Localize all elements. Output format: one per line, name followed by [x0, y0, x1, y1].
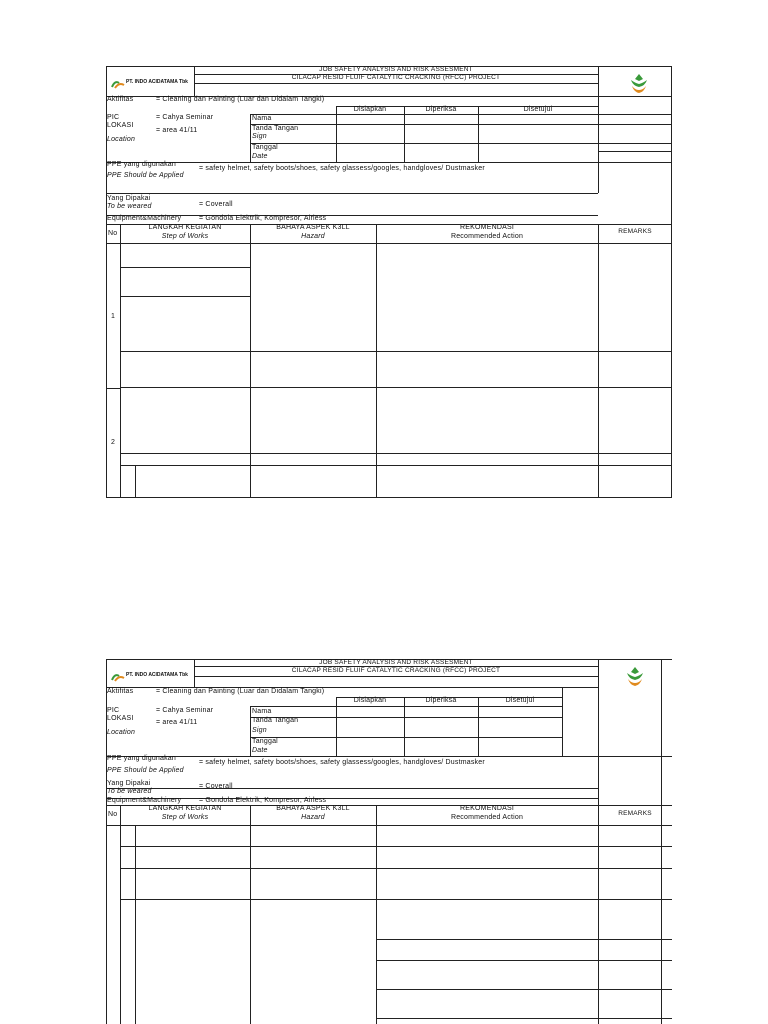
ppe-label-en: PPE Should be Applied — [107, 172, 184, 179]
ppe-label-en: PPE Should be Applied — [107, 767, 184, 774]
col-hazard: Hazard — [301, 233, 325, 240]
company-logo — [110, 669, 188, 687]
aktifitas-value: = Cleaning dan Painting (Luar dan Didalam Tangki) — [156, 96, 325, 103]
company-logo-icon — [110, 672, 126, 682]
ppe-label: PPE yang digunakan — [107, 161, 176, 168]
pic-value: = Cahya Seminar — [156, 114, 214, 121]
equipment-value: = Gondola Elektrik, Kompresor, Airless — [199, 215, 327, 222]
company-logo — [110, 76, 188, 94]
disiapkan-label: Disiapkan — [353, 697, 387, 704]
company-name: PT. INDO ACIDATAMA Tbk — [126, 672, 188, 678]
jsa-form-2 — [106, 659, 672, 1024]
col-langkah: LANGKAH KEGIATAN — [148, 805, 222, 812]
equipment-label: Equipment&Machinery — [107, 797, 182, 804]
coverall-value: = Coverall — [199, 201, 233, 208]
equipment-value: = Gondola Elektrik, Kompresor, Airless — [199, 797, 327, 804]
nama-label: Nama — [252, 115, 272, 122]
nama-label: Nama — [252, 708, 272, 715]
tanda-tangan-label: Tanda Tangan — [252, 717, 299, 724]
aktifitas-label: Aktifitas — [107, 96, 134, 103]
sign-label: Sign — [252, 133, 267, 140]
col-hazard: Hazard — [301, 814, 325, 821]
disiapkan-label: Disiapkan — [353, 106, 387, 113]
disetujui-label: Disetujui — [523, 106, 553, 113]
col-remarks: REMARKS — [618, 228, 652, 235]
col-step: Step of Works — [161, 814, 209, 821]
doc-title: JOB SAFETY ANALYSIS AND RISK ASSESMENT — [319, 66, 473, 73]
company-name: PT. INDO ACIDATAMA Tbk — [126, 79, 188, 85]
tanggal-label: Tanggal — [252, 144, 278, 151]
doc-title: JOB SAFETY ANALYSIS AND RISK ASSESMENT — [319, 659, 473, 666]
col-remarks: REMARKS — [618, 810, 652, 817]
sign-label: Sign — [252, 727, 267, 734]
col-step: Step of Works — [161, 233, 209, 240]
col-bahaya: BAHAYA ASPEK K3LL — [276, 224, 350, 231]
lokasi-value: = area 41/11 — [156, 127, 198, 134]
ppe-value: = safety helmet, safety boots/shoes, safety glassess/googles, handgloves/ Dustmasker — [199, 165, 485, 172]
col-recommended: Recommended Action — [450, 233, 524, 240]
date-label: Date — [252, 747, 268, 754]
tanggal-label: Tanggal — [252, 738, 278, 745]
lokasi-value: = area 41/11 — [156, 719, 198, 726]
aktifitas-label: Aktifitas — [107, 688, 134, 695]
diperiksa-label: Diperiksa — [425, 106, 457, 113]
lokasi-label: LOKASI — [107, 715, 134, 722]
project-title: CILACAP RESID FLUIF CATALYTIC CRACKING (RFCC) PROJECT — [291, 667, 501, 674]
aktifitas-value: = Cleaning dan Painting (Luar dan Didalam Tangki) — [156, 688, 325, 695]
col-bahaya: BAHAYA ASPEK K3LL — [276, 805, 350, 812]
location-label: Location — [107, 729, 136, 736]
company-logo-icon — [110, 79, 126, 89]
date-label: Date — [252, 153, 268, 160]
ppe-label: PPE yang digunakan — [107, 755, 176, 762]
to-be-weared-label: To be weared — [107, 788, 152, 795]
disetujui-label: Disetujui — [505, 697, 535, 704]
project-title: CILACAP RESID FLUIF CATALYTIC CRACKING (RFCC) PROJECT — [291, 74, 501, 81]
col-recommended: Recommended Action — [450, 814, 524, 821]
pic-value: = Cahya Seminar — [156, 707, 214, 714]
row-number-1: 1 — [111, 313, 116, 320]
right-leaf-logo-icon — [626, 72, 652, 96]
diperiksa-label: Diperiksa — [425, 697, 457, 704]
tanda-tangan-label: Tanda Tangan — [252, 125, 299, 132]
col-no: No — [108, 811, 118, 818]
location-label: Location — [107, 136, 136, 143]
col-rekomendasi: REKOMENDASI — [460, 224, 514, 231]
equipment-label: Equipment&Machinery — [107, 215, 182, 222]
yang-dipakai-label: Yang Dipakai — [107, 780, 151, 787]
coverall-value: = Coverall — [199, 783, 233, 790]
pic-label: PIC — [107, 114, 120, 121]
col-langkah: LANGKAH KEGIATAN — [148, 224, 222, 231]
col-no: No — [108, 230, 118, 237]
jsa-form-1 — [106, 66, 672, 498]
to-be-weared-label: To be weared — [107, 203, 152, 210]
right-leaf-logo-icon — [622, 665, 648, 689]
col-rekomendasi: REKOMENDASI — [460, 805, 514, 812]
row-number-2: 2 — [111, 439, 116, 446]
lokasi-label: LOKASI — [107, 122, 134, 129]
ppe-value: = safety helmet, safety boots/shoes, safety glassess/googles, handgloves/ Dustmasker — [199, 759, 485, 766]
yang-dipakai-label: Yang Dipakai — [107, 195, 151, 202]
pic-label: PIC — [107, 707, 120, 714]
